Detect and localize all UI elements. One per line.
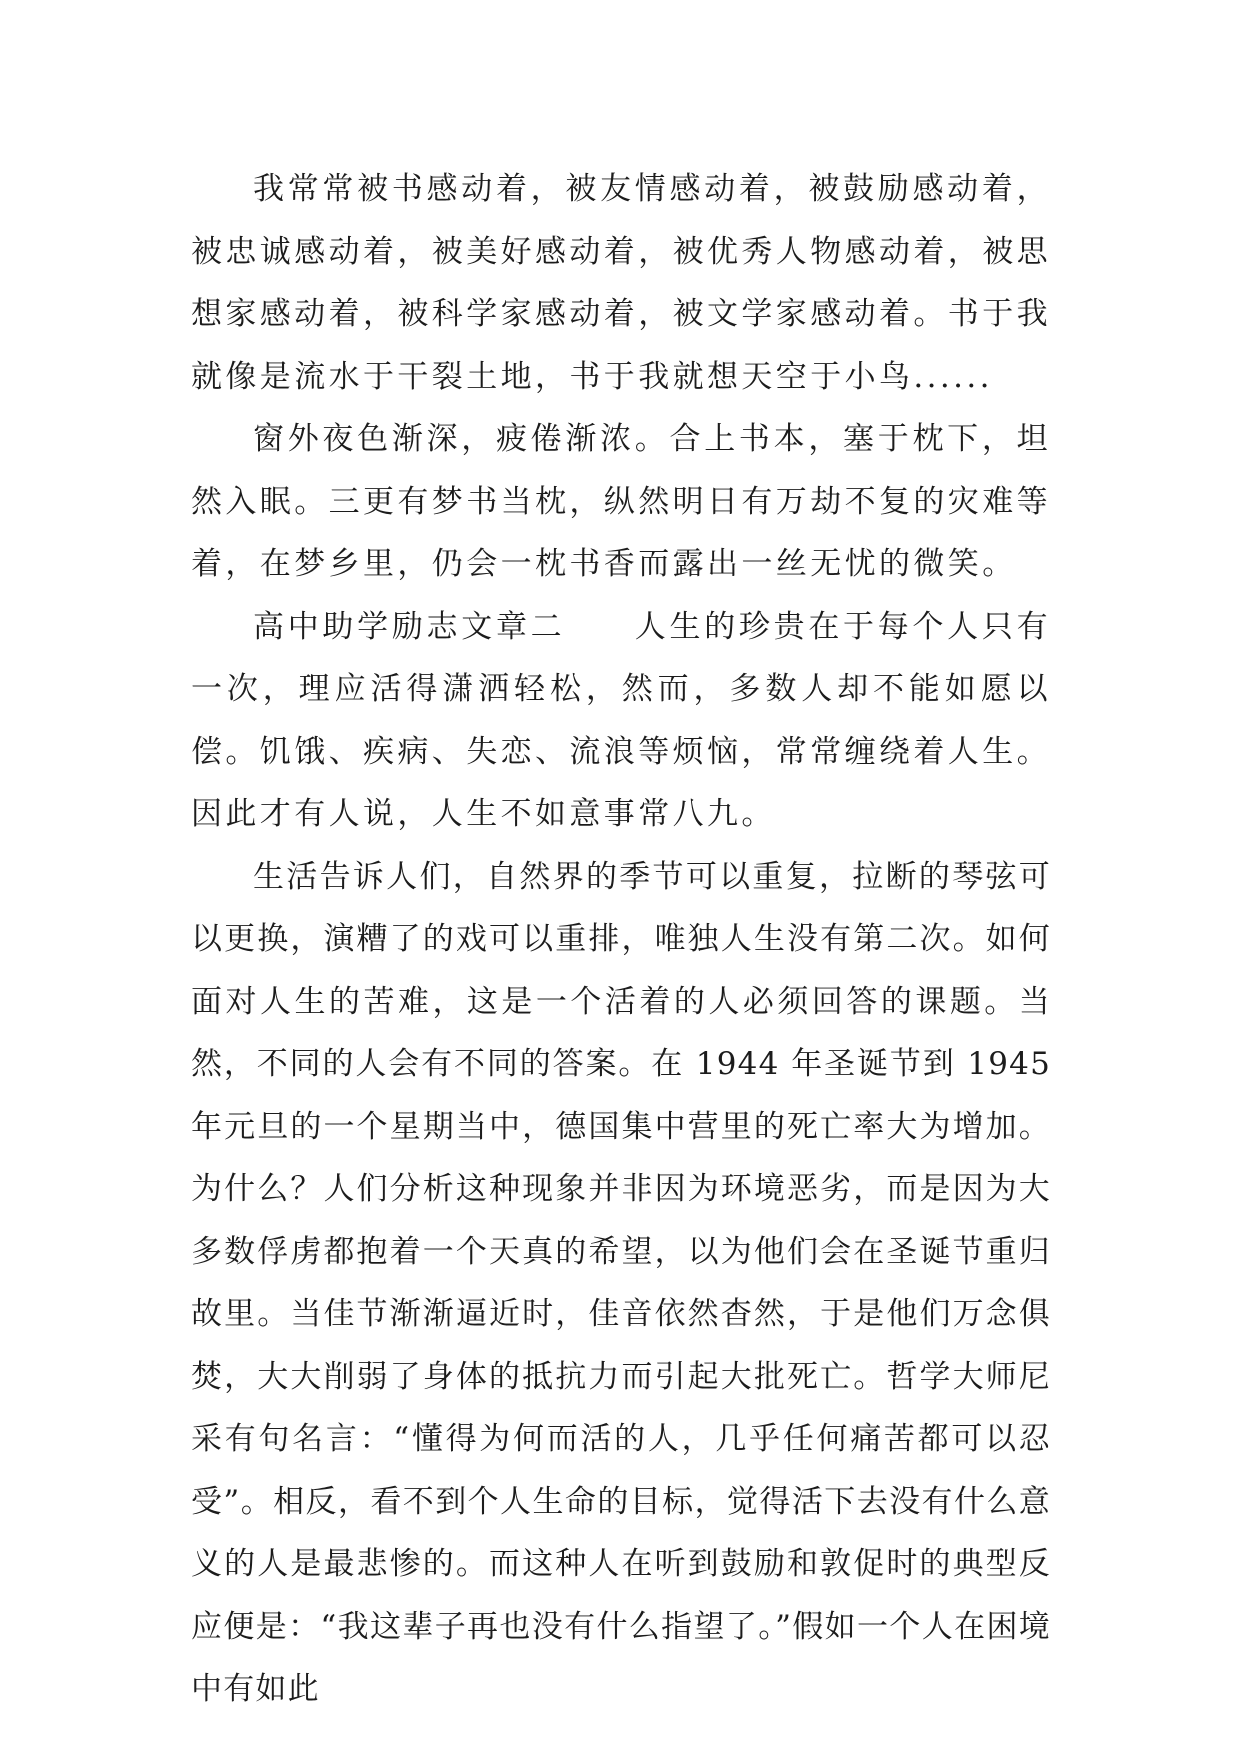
paragraph-2: 窗外夜色渐深，疲倦渐浓。合上书本，塞于枕下，坦然入眠。三更有梦书当枕，纵然明日有万劫不复的灾难等着，在梦乡里，仍会一枕书香而露出一丝无忧的微笑。	[191, 421, 1051, 582]
document-body	[191, 158, 1051, 1721]
paragraph-1: 我常常被书感动着，被友情感动着，被鼓励感动着，被忠诚感动着，被美好感动着，被优秀人物感动着，被思想家感动着，被科学家感动着，被文学家感动着。书于我就像是流水于干裂土地，书于我就想天空于小鸟......	[191, 171, 1051, 395]
paragraph-3: 高中助学励志文章二 人生的珍贵在于每个人只有一次，理应活得潇洒轻松，然而，多数人却不能如愿以偿。饥饿、疾病、失恋、流浪等烦恼，常常缠绕着人生。因此才有人说，人生不如意事常八九。	[191, 608, 1051, 832]
paragraph-4: 生活告诉人们，自然界的季节可以重复，拉断的琴弦可以更换，演糟了的戏可以重排，唯独人生没有第二次。如何面对人生的苦难，这是一个活着的人必须回答的课题。当然，不同的人会有不同的答案。在 1944 年圣诞节到 1945 年元旦的一个星期当中，德国集中营里的死亡率大为增加。为什么？人们分析这种现象并非因为环境恶劣，而是因为大多数俘虏都抱着一个天真的希望，以为他们会在圣诞节重归故里。当佳节渐渐逼近时，佳音依然杳然，于是他们万念俱焚，大大削弱了身体的抵抗力而引起大批死亡。哲学大师尼采有句名言：“懂得为何而活的人，几乎任何痛苦都可以忍受”。相反，看不到个人生命的目标，觉得活下去没有什么意义的人是最悲惨的。而这种人在听到鼓励和敦促时的典型反应便是：“我这辈子再也没有什么指望了。”假如一个人在困境中有如此	[191, 858, 1051, 1707]
